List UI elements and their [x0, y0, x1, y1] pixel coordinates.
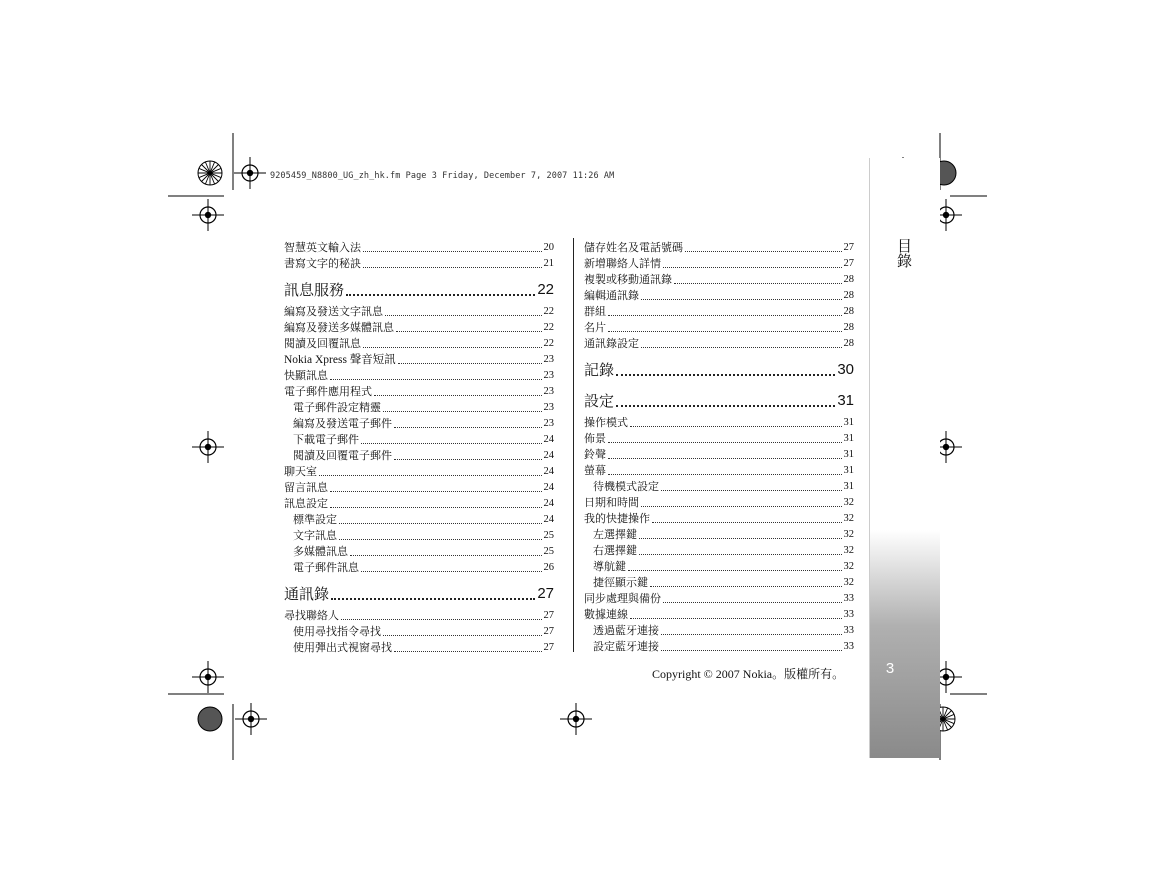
toc-entry-title: 文字訊息	[293, 529, 337, 542]
toc-leader-dots	[608, 474, 842, 475]
toc-entry[interactable]	[584, 495, 854, 511]
toc-entry[interactable]	[584, 511, 854, 527]
toc-entry[interactable]	[284, 240, 554, 256]
toc-entry-title: 編輯通訊錄	[584, 289, 639, 302]
toc-leader-dots	[628, 570, 842, 571]
toc-entry[interactable]	[584, 447, 854, 463]
toc-entry[interactable]	[284, 624, 554, 640]
toc-page-number: 21	[543, 258, 554, 269]
toc-leader-dots	[330, 507, 542, 508]
toc-entry[interactable]	[584, 463, 854, 479]
toc-entry-title: 同步處理與備份	[584, 592, 661, 605]
toc-leader-dots	[661, 650, 842, 651]
toc-page-number: 23	[543, 402, 554, 413]
toc-page-number: 24	[543, 482, 554, 493]
toc-leader-dots	[685, 251, 842, 252]
toc-leader-dots	[396, 331, 542, 332]
toc-entry-title: 佈景	[584, 432, 606, 445]
toc-leader-dots	[363, 347, 542, 348]
toc-leader-dots	[398, 363, 542, 364]
page-number: 3	[885, 660, 895, 677]
toc-entry-title: 編寫及發送電子郵件	[293, 417, 392, 430]
toc-page-number: 31	[843, 481, 854, 492]
toc-page-number: 28	[843, 306, 854, 317]
toc-leader-dots	[616, 374, 835, 376]
toc-entry[interactable]	[284, 480, 554, 496]
toc-entry-title: 鈴聲	[584, 448, 606, 461]
toc-page-number: 22	[537, 281, 554, 298]
toc-page-number: 33	[843, 641, 854, 652]
toc-leader-dots	[639, 538, 842, 539]
toc-entry[interactable]	[284, 384, 554, 400]
toc-entry[interactable]	[584, 575, 854, 591]
toc-entry[interactable]	[584, 336, 854, 352]
toc-entry[interactable]	[284, 544, 554, 560]
toc-leader-dots	[394, 427, 542, 428]
toc-entry[interactable]	[284, 256, 554, 272]
toc-entry[interactable]	[284, 608, 554, 624]
toc-entry-title: 使用尋找指令尋找	[293, 625, 381, 638]
toc-leader-dots	[394, 459, 542, 460]
toc-page-number: 27	[543, 626, 554, 637]
toc-page-number: 32	[843, 513, 854, 524]
toc-leader-dots	[383, 635, 542, 636]
toc-leader-dots	[339, 539, 542, 540]
toc-entry-title: 標準設定	[293, 513, 337, 526]
toc-leader-dots	[363, 251, 542, 252]
toc-leader-dots	[330, 379, 542, 380]
toc-entry-title: 儲存姓名及電話號碼	[584, 241, 683, 254]
toc-entry[interactable]	[284, 352, 554, 368]
toc-entry-title: 右選擇鍵	[593, 544, 637, 557]
toc-entry[interactable]	[584, 320, 854, 336]
toc-leader-dots	[374, 395, 542, 396]
toc-right-column	[584, 240, 854, 655]
toc-page-number: 24	[543, 450, 554, 461]
toc-entry[interactable]	[584, 304, 854, 320]
toc-entry-title: 透過藍牙連接	[593, 624, 659, 637]
toc-entry-title: 智慧英文輸入法	[284, 241, 361, 254]
toc-entry[interactable]	[284, 512, 554, 528]
toc-entry-title: 螢幕	[584, 464, 606, 477]
toc-leader-dots	[350, 555, 542, 556]
toc-entry-title: 新增聯絡人詳情	[584, 257, 661, 270]
toc-entry[interactable]	[584, 527, 854, 543]
toc-leader-dots	[331, 598, 535, 600]
toc-leader-dots	[319, 475, 542, 476]
toc-entry[interactable]	[284, 368, 554, 384]
toc-page-number: 22	[543, 338, 554, 349]
toc-leader-dots	[608, 331, 842, 332]
toc-page-number: 23	[543, 418, 554, 429]
toc-entry-title: 導航鍵	[593, 560, 626, 573]
toc-page-number: 33	[843, 593, 854, 604]
toc-page-number: 32	[843, 561, 854, 572]
toc-entry-title: 快顯訊息	[284, 369, 328, 382]
toc-page-number: 27	[843, 258, 854, 269]
toc-entry-title: 日期和時間	[584, 496, 639, 509]
column-divider	[573, 238, 574, 652]
toc-page-number: 31	[843, 449, 854, 460]
toc-entry-title: 閱讀及回覆電子郵件	[293, 449, 392, 462]
toc-page-number: 28	[843, 338, 854, 349]
toc-page-number: 32	[843, 497, 854, 508]
toc-entry[interactable]	[584, 431, 854, 447]
toc-entry-title: 左選擇鍵	[593, 528, 637, 541]
toc-leader-dots	[650, 586, 842, 587]
toc-page-number: 24	[543, 434, 554, 445]
print-header: 9205459_N8800_UG_zh_hk.fm Page 3 Friday, December 7, 2007 11:26 AM	[270, 171, 615, 181]
copyright-notice: Copyright © 2007 Nokia。版權所有。	[652, 667, 845, 681]
toc-entry-title: 書寫文字的秘訣	[284, 257, 361, 270]
toc-entry[interactable]	[584, 543, 854, 559]
toc-entry-title: 留言訊息	[284, 481, 328, 494]
toc-page-number: 27	[543, 610, 554, 621]
toc-entry-title: 群組	[584, 305, 606, 318]
toc-page-number: 31	[837, 392, 854, 409]
toc-entry[interactable]	[584, 623, 854, 639]
toc-entry[interactable]	[284, 464, 554, 480]
toc-section-heading[interactable]	[284, 277, 554, 303]
toc-entry[interactable]	[284, 432, 554, 448]
toc-page-number: 33	[843, 625, 854, 636]
toc-section-heading[interactable]	[584, 388, 854, 414]
toc-entry-title: 複製或移動通訊錄	[584, 273, 672, 286]
toc-entry[interactable]	[584, 240, 854, 256]
toc-entry-title: 名片	[584, 321, 606, 334]
toc-left-column	[284, 240, 554, 656]
toc-entry[interactable]	[584, 272, 854, 288]
toc-entry-title: 訊息設定	[284, 497, 328, 510]
toc-leader-dots	[639, 554, 842, 555]
toc-page-number: 31	[843, 465, 854, 476]
toc-page-number: 27	[843, 242, 854, 253]
chapter-tab-label: 目錄	[895, 238, 913, 268]
toc-leader-dots	[385, 315, 542, 316]
toc-page-number: 24	[543, 498, 554, 509]
toc-leader-dots	[630, 426, 842, 427]
toc-page-number: 27	[543, 642, 554, 653]
toc-page-number: 23	[543, 386, 554, 397]
toc-page-number: 31	[843, 433, 854, 444]
toc-leader-dots	[330, 491, 542, 492]
toc-leader-dots	[663, 267, 842, 268]
toc-leader-dots	[361, 571, 542, 572]
toc-entry-title: 使用彈出式視窗尋找	[293, 641, 392, 654]
toc-entry[interactable]	[584, 607, 854, 623]
toc-entry-title: 電子郵件應用程式	[284, 385, 372, 398]
toc-entry[interactable]	[284, 304, 554, 320]
toc-page-number: 33	[843, 609, 854, 620]
toc-page-number: 25	[543, 546, 554, 557]
toc-leader-dots	[652, 522, 842, 523]
toc-leader-dots	[661, 490, 842, 491]
toc-page-number: 22	[543, 322, 554, 333]
toc-page-number: 32	[843, 529, 854, 540]
toc-leader-dots	[339, 523, 542, 524]
toc-entry-title: 下載電子郵件	[293, 433, 359, 446]
toc-leader-dots	[661, 634, 842, 635]
toc-entry-title: 閱讀及回覆訊息	[284, 337, 361, 350]
toc-page-number: 24	[543, 466, 554, 477]
toc-entry-title: 待機模式設定	[593, 480, 659, 493]
toc-leader-dots	[608, 315, 842, 316]
toc-leader-dots	[608, 442, 842, 443]
toc-entry-title: 電子郵件設定精靈	[293, 401, 381, 414]
toc-entry[interactable]	[584, 591, 854, 607]
toc-leader-dots	[341, 619, 542, 620]
toc-entry[interactable]	[584, 639, 854, 655]
toc-page-number: 23	[543, 370, 554, 381]
toc-entry-title: 編寫及發送多媒體訊息	[284, 321, 394, 334]
toc-entry[interactable]	[284, 448, 554, 464]
toc-entry-title: 訊息服務	[284, 281, 345, 299]
toc-entry-title: 捷徑顯示鍵	[593, 576, 648, 589]
toc-entry[interactable]	[584, 479, 854, 495]
toc-leader-dots	[630, 618, 842, 619]
toc-page-number: 20	[543, 242, 554, 253]
toc-entry[interactable]	[584, 288, 854, 304]
toc-entry-title: 操作模式	[584, 416, 628, 429]
toc-entry[interactable]	[284, 560, 554, 576]
toc-leader-dots	[383, 411, 542, 412]
toc-leader-dots	[363, 267, 542, 268]
toc-entry[interactable]	[284, 640, 554, 656]
toc-entry-title: 編寫及發送文字訊息	[284, 305, 383, 318]
toc-section-heading[interactable]	[284, 581, 554, 607]
toc-entry-title: 我的快捷操作	[584, 512, 650, 525]
toc-page-number: 26	[543, 562, 554, 573]
toc-entry-title: 設定藍牙連接	[593, 640, 659, 653]
toc-leader-dots	[361, 443, 542, 444]
toc-entry[interactable]	[284, 496, 554, 512]
toc-page-number: 24	[543, 514, 554, 525]
toc-entry[interactable]	[284, 528, 554, 544]
toc-page-number: 28	[843, 290, 854, 301]
toc-entry-title: 設定	[584, 392, 615, 410]
toc-entry-title: 多媒體訊息	[293, 545, 348, 558]
toc-leader-dots	[641, 347, 842, 348]
toc-leader-dots	[616, 405, 835, 407]
toc-page-number: 31	[843, 417, 854, 428]
toc-leader-dots	[394, 651, 542, 652]
toc-leader-dots	[346, 294, 535, 296]
toc-page-number: 32	[843, 577, 854, 588]
toc-entry[interactable]	[584, 415, 854, 431]
toc-leader-dots	[608, 458, 842, 459]
toc-entry-title: Nokia Xpress 聲音短訊	[284, 354, 396, 366]
toc-page-number: 22	[543, 306, 554, 317]
toc-entry-title: 記錄	[584, 361, 615, 379]
toc-entry-title: 尋找聯絡人	[284, 609, 339, 622]
toc-leader-dots	[663, 602, 842, 603]
toc-leader-dots	[641, 299, 842, 300]
toc-entry-title: 通訊錄	[284, 585, 330, 603]
toc-page-number: 28	[843, 322, 854, 333]
toc-section-heading[interactable]	[584, 357, 854, 383]
toc-page-number: 23	[543, 354, 554, 365]
toc-leader-dots	[641, 506, 842, 507]
toc-entry[interactable]	[284, 400, 554, 416]
toc-entry[interactable]	[284, 336, 554, 352]
toc-entry[interactable]	[584, 256, 854, 272]
toc-entry[interactable]	[284, 320, 554, 336]
toc-entry[interactable]	[284, 416, 554, 432]
toc-page-number: 30	[837, 361, 854, 378]
toc-page-number: 32	[843, 545, 854, 556]
toc-entry-title: 電子郵件訊息	[293, 561, 359, 574]
toc-page-number: 28	[843, 274, 854, 285]
toc-entry-title: 數據連線	[584, 608, 628, 621]
toc-page-number: 27	[537, 585, 554, 602]
toc-page-number: 25	[543, 530, 554, 541]
toc-entry-title: 通訊錄設定	[584, 337, 639, 350]
toc-entry[interactable]	[584, 559, 854, 575]
toc-entry-title: 聊天室	[284, 465, 317, 478]
toc-leader-dots	[674, 283, 842, 284]
